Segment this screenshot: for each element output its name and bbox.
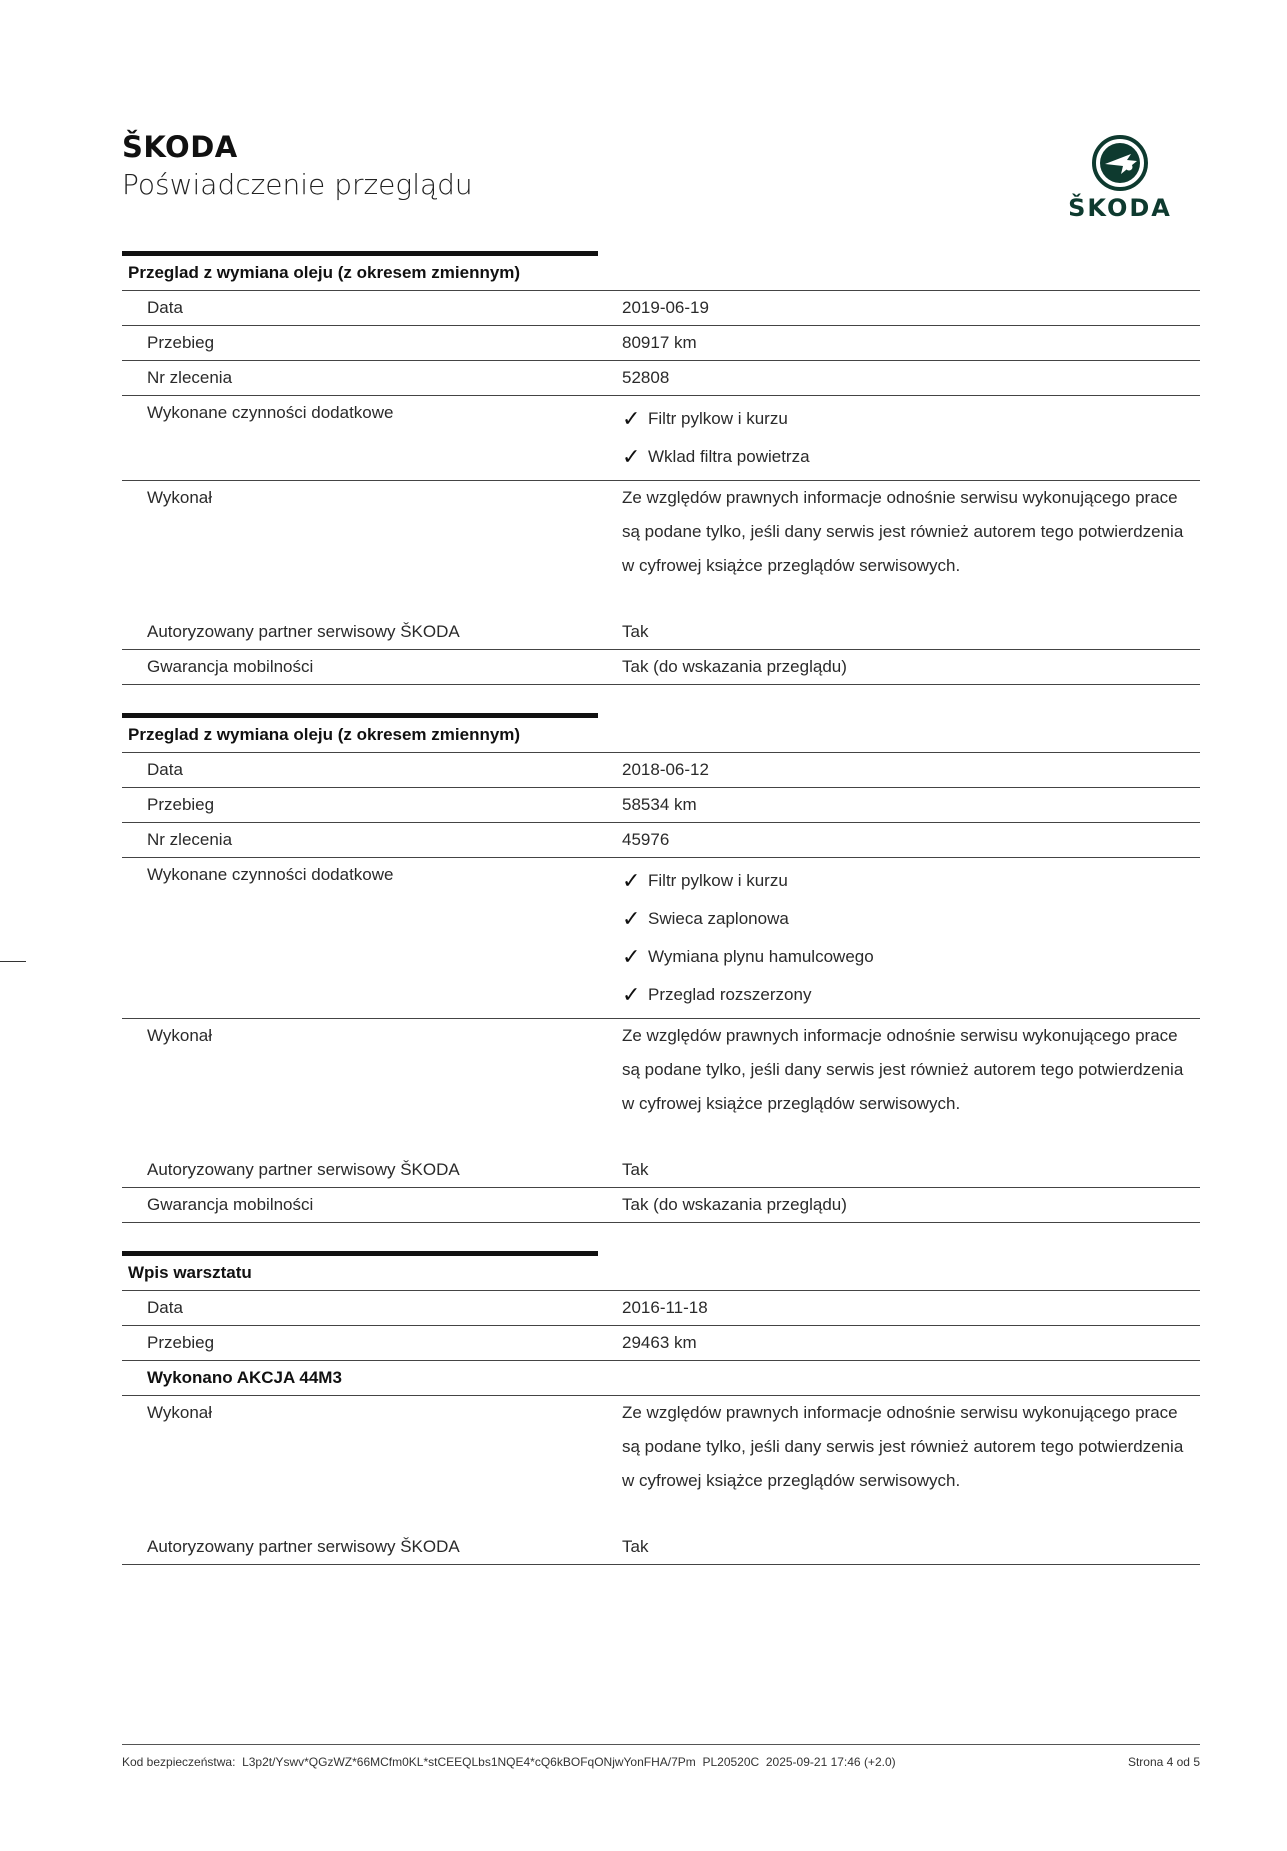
- service-section-2: [122, 713, 1200, 1223]
- mileage-row: [122, 326, 1200, 361]
- extras-row: [122, 858, 1200, 1019]
- row-label: Autoryzowany partner serwisowy ŠKODA: [147, 1160, 460, 1179]
- row-value: Tak: [622, 1537, 649, 1556]
- mileage-row: [122, 1326, 1200, 1361]
- row-label: Data: [147, 298, 183, 317]
- row-value: Tak: [622, 622, 649, 641]
- section-title: Wpis warsztatu: [122, 1256, 1200, 1291]
- performed-row: [122, 481, 1200, 615]
- row-label: Przebieg: [147, 333, 215, 352]
- row-label: Data: [147, 760, 183, 779]
- performed-row: [122, 1396, 1200, 1530]
- list-item: [622, 438, 1200, 476]
- checkmark-icon: ✓: [622, 906, 641, 931]
- extra-label: Swieca zaplonowa: [648, 909, 789, 928]
- extras-row: [122, 396, 1200, 481]
- page-footer: [122, 1744, 1200, 1769]
- security-code-value: L3p2t/Yswv*QGzWZ*66MCfm0KL*stCEEQLbs1NQE4*cQ6kBOFqONjwYonFHA/7Pm: [242, 1755, 696, 1769]
- document-header: [122, 130, 473, 201]
- date-row: [122, 753, 1200, 788]
- row-value: 52808: [622, 368, 670, 387]
- row-value: 2018-06-12: [622, 760, 709, 779]
- row-label: Wykonał: [147, 1403, 213, 1422]
- section-title: Przeglad z wymiana oleju (z okresem zmiennym): [122, 256, 1200, 291]
- action-row: [122, 1361, 1200, 1396]
- extras-list: [622, 396, 1200, 480]
- security-code: [122, 1755, 896, 1769]
- page-title: Poświadczenie przeglądu: [122, 168, 473, 201]
- extra-label: Filtr pylkow i kurzu: [648, 871, 788, 890]
- row-value: 45976: [622, 830, 670, 849]
- timestamp: 2025-09-21 17:46 (+2.0): [765, 1755, 896, 1769]
- row-label: Przebieg: [147, 1333, 215, 1352]
- list-item: [622, 400, 1200, 438]
- mileage-row: [122, 788, 1200, 823]
- row-value: 2019-06-19: [622, 298, 709, 317]
- section-title: Przeglad z wymiana oleju (z okresem zmiennym): [122, 718, 1200, 753]
- row-label: Wykonał: [147, 1026, 213, 1045]
- row-label: Nr zlecenia: [147, 830, 233, 849]
- row-label: Data: [147, 1298, 183, 1317]
- row-value: Ze względów prawnych informacje odnośnie serwisu wykonującego prace są podane tylko, jeśli dany serwis jest również autorem tego potwierdzenia w cyfrowej książce przeglądów serwisowych.: [622, 1403, 1184, 1490]
- list-item: [622, 976, 1200, 1014]
- row-label: Autoryzowany partner serwisowy ŠKODA: [147, 1537, 460, 1556]
- list-item: [622, 862, 1200, 900]
- brand-name: ŠKODA: [122, 130, 238, 164]
- row-label: Gwarancja mobilności: [147, 1195, 314, 1214]
- checkmark-icon: ✓: [622, 868, 641, 893]
- row-label: Wykonane czynności dodatkowe: [147, 403, 394, 422]
- checkmark-icon: ✓: [622, 982, 641, 1007]
- partner-row: [122, 1153, 1200, 1188]
- list-item: [622, 900, 1200, 938]
- extras-list: [622, 858, 1200, 1018]
- service-section-1: [122, 251, 1200, 685]
- skoda-logo: [1055, 134, 1185, 224]
- page-margin-mark: [0, 961, 26, 962]
- row-value: Ze względów prawnych informacje odnośnie serwisu wykonującego prace są podane tylko, jeśli dany serwis jest również autorem tego potwierdzenia w cyfrowej książce przeglądów serwisowych.: [622, 1026, 1184, 1113]
- extra-label: Przeglad rozszerzony: [648, 985, 812, 1004]
- row-value: 2016-11-18: [622, 1298, 708, 1317]
- row-label: Wykonane czynności dodatkowe: [147, 865, 394, 884]
- partner-row: [122, 615, 1200, 650]
- row-value: Tak (do wskazania przeglądu): [622, 657, 847, 676]
- row-value: 80917 km: [622, 333, 697, 352]
- action-label: Wykonano AKCJA 44M3: [147, 1368, 342, 1387]
- skoda-arrow-icon: [1091, 134, 1149, 192]
- order-row: [122, 361, 1200, 396]
- extra-label: Wymiana plynu hamulcowego: [648, 947, 874, 966]
- logo-wordmark: ŠKODA: [1068, 194, 1172, 222]
- partner-row: [122, 1530, 1200, 1565]
- row-label: Nr zlecenia: [147, 368, 233, 387]
- performed-row: [122, 1019, 1200, 1153]
- list-item: [622, 938, 1200, 976]
- extra-label: Wklad filtra powietrza: [648, 447, 810, 466]
- date-row: [122, 291, 1200, 326]
- row-label: Autoryzowany partner serwisowy ŠKODA: [147, 622, 460, 641]
- date-row: [122, 1291, 1200, 1326]
- row-label: Przebieg: [147, 795, 215, 814]
- mobility-row: [122, 1188, 1200, 1223]
- row-value: Ze względów prawnych informacje odnośnie serwisu wykonującego prace są podane tylko, jeśli dany serwis jest również autorem tego potwierdzenia w cyfrowej książce przeglądów serwisowych.: [622, 488, 1184, 575]
- workshop-entry-section: [122, 1251, 1200, 1565]
- order-row: [122, 823, 1200, 858]
- security-code-label: Kod bezpieczeństwa:: [122, 1755, 236, 1769]
- row-label: Wykonał: [147, 488, 213, 507]
- row-value: 29463 km: [622, 1333, 697, 1352]
- extra-label: Filtr pylkow i kurzu: [648, 409, 788, 428]
- row-value: Tak (do wskazania przeglądu): [622, 1195, 847, 1214]
- page-number: Strona 4 od 5: [1127, 1755, 1200, 1769]
- checkmark-icon: ✓: [622, 944, 641, 969]
- document-id: PL20520C: [702, 1755, 760, 1769]
- checkmark-icon: ✓: [622, 406, 641, 431]
- row-value: 58534 km: [622, 795, 697, 814]
- row-label: Gwarancja mobilności: [147, 657, 314, 676]
- mobility-row: [122, 650, 1200, 685]
- checkmark-icon: ✓: [622, 444, 641, 469]
- row-value: Tak: [622, 1160, 649, 1179]
